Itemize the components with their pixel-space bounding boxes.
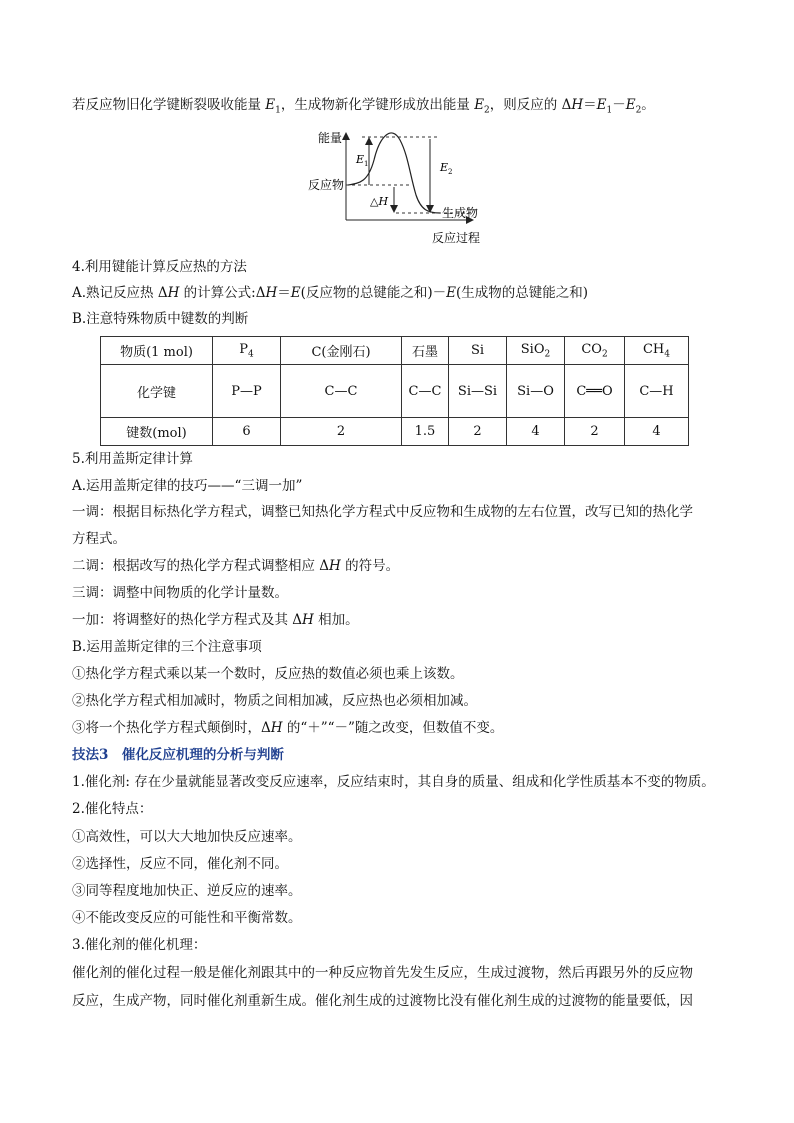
table-cell: Si [449, 337, 507, 365]
var-h: H [571, 97, 584, 113]
table-cell: P—P [213, 365, 281, 418]
intro-text: ＝ [583, 97, 597, 113]
intro-line [72, 96, 655, 120]
table-cell: $P_4$ [213, 337, 281, 365]
formula-text: A.熟记反应热 Δ [72, 285, 168, 301]
table-cell: 键数(mol) [101, 418, 213, 446]
var-e: E [265, 97, 276, 113]
bond-count-heading: B.注意特殊物质中键数的判断 [72, 311, 249, 327]
table-row [101, 365, 689, 418]
var-h: H [329, 558, 341, 574]
step1-line-a: 一调：根据目标热化学方程式，调整已知热化学方程式中反应物和生成物的左右位置，改写已知的热化学 [72, 504, 693, 520]
table-cell: 4 [625, 418, 689, 446]
technique3-title: 技法3 催化反应机理的分析与判断 [72, 747, 284, 763]
feature-1: ①高效性，可以大大地加快反应速率。 [72, 829, 302, 845]
x-axis-label: 反应过程 [432, 231, 481, 245]
table-cell: 石墨 [402, 337, 449, 365]
reactant-label: 反应物 [308, 178, 345, 192]
var-h: H [270, 720, 283, 736]
formula-line [72, 284, 588, 302]
table-cell: 化学键 [101, 365, 213, 418]
step4-text: 相加。 [313, 612, 359, 628]
table-cell: $CH_4$ [625, 337, 689, 365]
bond-table [100, 336, 689, 446]
hess-tips-heading: A.运用盖斯定律的技巧——“三调一加” [72, 478, 303, 494]
intro-text: 若反应物旧化学键断裂吸收能量 [72, 97, 266, 113]
table-cell: C(金刚石) [281, 337, 402, 365]
step2-text: 的符号。 [340, 558, 400, 574]
table-cell: Si—O [507, 365, 565, 418]
table-cell: C—H [625, 365, 689, 418]
note3-text: ③将一个热化学方程式颠倒时，Δ [72, 720, 271, 736]
table-cell: 4 [507, 418, 565, 446]
table-row [101, 337, 689, 365]
note-1: ①热化学方程式乘以某一个数时，反应热的数值必须也乘上该数。 [72, 666, 464, 682]
catalyst-definition: 1.催化剂: 存在少量就能显著改变反应速率，反应结束时，其自身的质量、组成和化学性质基本不变的物质。 [72, 774, 715, 790]
intro-text: ，则反应的 Δ [489, 97, 572, 113]
formula-text: (生成物的总键能之和) [456, 285, 589, 301]
var-e: E [596, 97, 607, 113]
table-cell: $CO_2$ [565, 337, 625, 365]
step3-line: 三调：调整中间物质的化学计量数。 [72, 585, 288, 601]
step2-line [72, 557, 399, 575]
e1-label: $E_1$ [356, 153, 369, 168]
table-cell: SiO$_2$ [507, 337, 565, 365]
feature-3: ③同等程度地加快正、逆反应的速率。 [72, 883, 302, 899]
hess-notes-heading: B.运用盖斯定律的三个注意事项 [72, 639, 262, 655]
catalyst-features-heading: 2.催化特点： [72, 801, 153, 817]
y-axis-label: 能量 [318, 131, 343, 145]
dh-label: △H [370, 195, 389, 208]
var-e: E [625, 97, 636, 113]
table-cell: C—C [281, 365, 402, 418]
product-label: 生成物 [442, 206, 479, 220]
table-cell: 2 [565, 418, 625, 446]
table-cell: C—C [402, 365, 449, 418]
table-cell: 物质(1 mol) [101, 337, 213, 365]
formula-text: 的计算公式:Δ [179, 285, 266, 301]
var-e: E [446, 285, 457, 301]
var-h: H [167, 285, 180, 301]
step1-line-b: 方程式。 [72, 531, 126, 547]
section5-title: 5.利用盖斯定律计算 [72, 451, 193, 467]
step2-text: 二调：根据改写的热化学方程式调整相应 Δ [72, 558, 330, 574]
step4-text: 一加：将调整好的热化学方程式及其 Δ [72, 612, 303, 628]
note-2: ②热化学方程式相加减时，物质之间相加减，反应热也必须相加减。 [72, 693, 477, 709]
intro-text: － [612, 97, 626, 113]
note-3 [72, 719, 503, 737]
table-cell: C══O [565, 365, 625, 418]
feature-2: ②选择性，反应不同，催化剂不同。 [72, 856, 288, 872]
mechanism-paragraph-line2: 反应，生成产物，同时催化剂重新生成。催化剂生成的过渡物比没有催化剂生成的过渡物的能量要低，因 [72, 993, 693, 1009]
intro-text: ，生成物新化学键形成放出能量 [280, 97, 475, 113]
table-cell: 2 [449, 418, 507, 446]
mechanism-heading: 3.催化剂的催化机理： [72, 937, 207, 953]
mechanism-paragraph-line1: 催化剂的催化过程一般是催化剂跟其中的一种反应物首先发生反应，生成过渡物，然后再跟另外的反应物 [72, 965, 693, 981]
table-cell: 1.5 [402, 418, 449, 446]
var-e: E [474, 97, 485, 113]
sub-1: 1 [275, 105, 281, 116]
section4-title: 4.利用键能计算反应热的方法 [72, 259, 247, 275]
var-h: H [302, 612, 314, 628]
var-h: H [265, 285, 278, 301]
intro-text: 。 [641, 97, 655, 113]
energy-curve [348, 133, 440, 213]
note3-text: 的“＋”“－”随之改变，但数值不变。 [282, 720, 504, 736]
table-cell: Si—Si [449, 365, 507, 418]
sub-2: 2 [484, 105, 490, 116]
formula-text: ＝ [277, 285, 291, 301]
var-e: E [290, 285, 301, 301]
table-cell: 6 [213, 418, 281, 446]
sub-2: 2 [635, 105, 642, 116]
step4-line [72, 611, 359, 629]
table-cell: 2 [281, 418, 402, 446]
table-row [101, 418, 689, 446]
formula-text: (反应物的总键能之和)－ [300, 285, 447, 301]
feature-4: ④不能改变反应的可能性和平衡常数。 [72, 910, 302, 926]
sub-1: 1 [606, 105, 613, 116]
e2-label: $E_2$ [440, 161, 453, 176]
